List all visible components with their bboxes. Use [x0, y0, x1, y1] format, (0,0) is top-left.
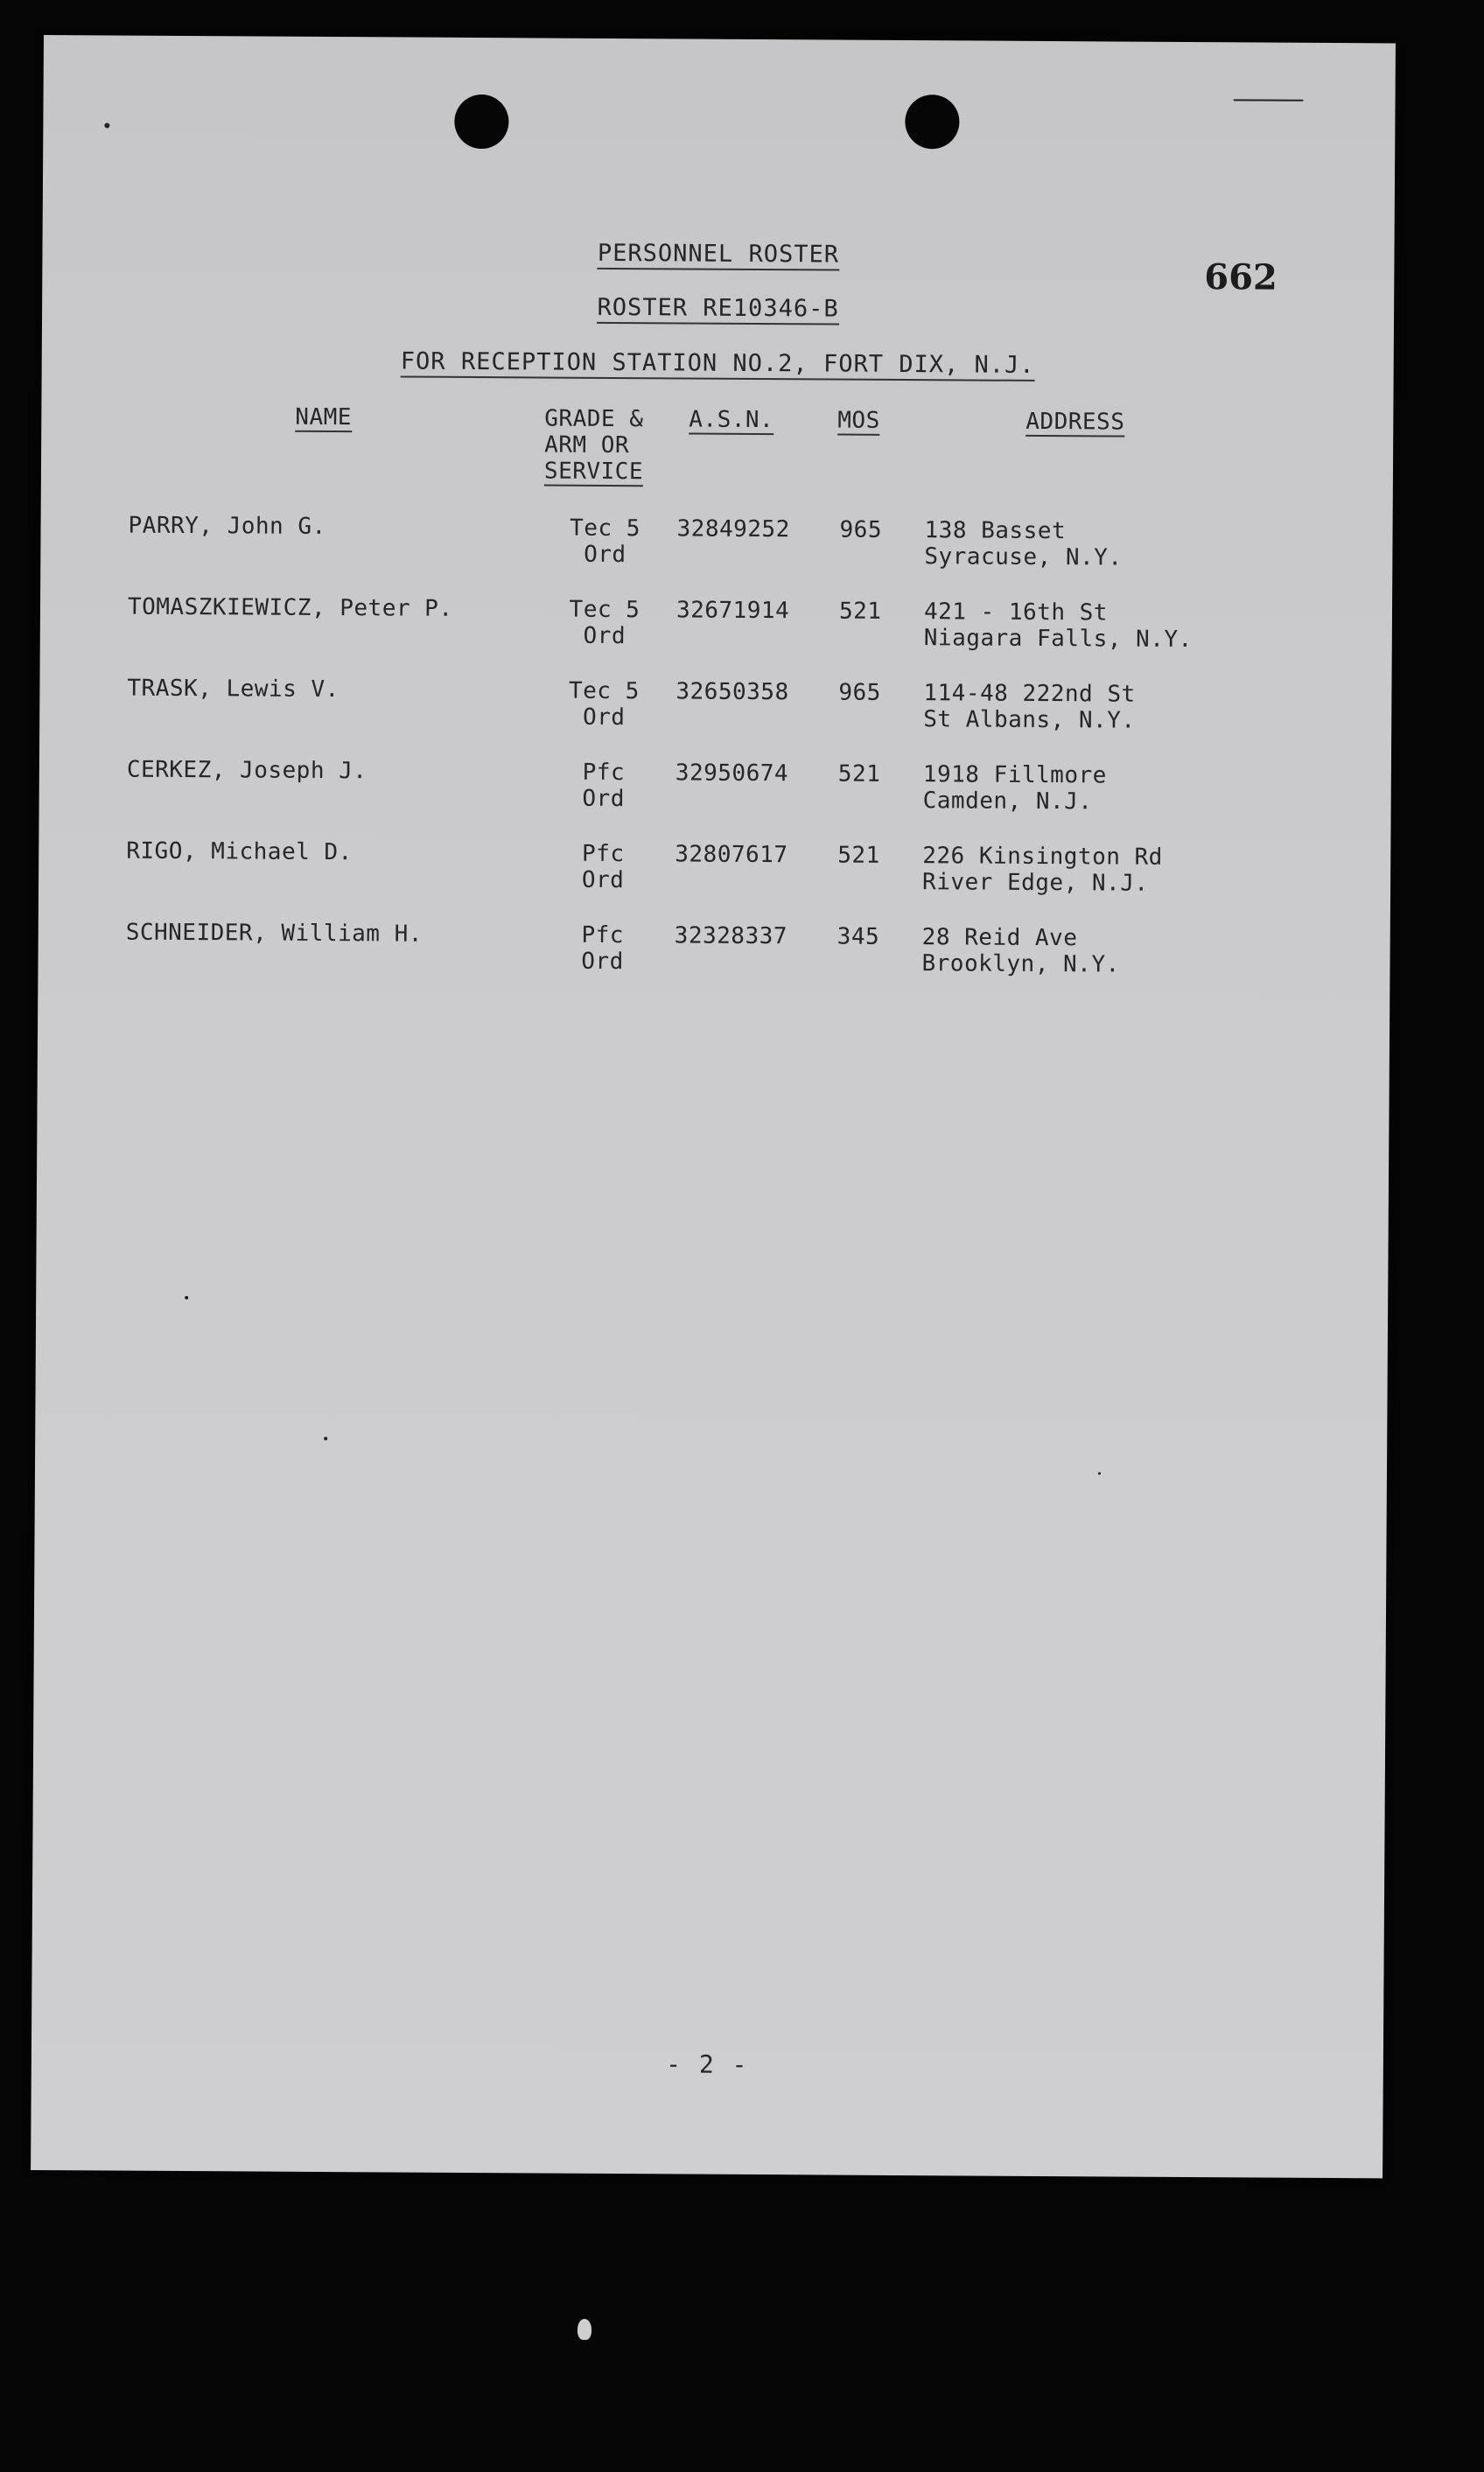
row-grade: Pfc Ord: [581, 921, 625, 976]
row-name: CERKEZ, Joseph J.: [126, 756, 368, 785]
row-name: TRASK, Lewis V.: [127, 675, 340, 704]
roster-row: [40, 593, 1392, 662]
row-mos: 345: [836, 923, 880, 950]
document-page: [31, 35, 1396, 2178]
row-name: RIGO, Michael D.: [126, 837, 353, 866]
punch-hole-left: [454, 95, 508, 149]
document-title: PERSONNEL ROSTER: [42, 236, 1394, 271]
punch-hole-right: [905, 95, 959, 149]
column-header-address: ADDRESS: [1026, 408, 1125, 436]
row-name: TOMASZKIEWICZ, Peter P.: [127, 593, 453, 622]
roster-row: [39, 675, 1391, 744]
ink-mark: [1234, 99, 1304, 101]
page-number: - 2 -: [666, 2049, 749, 2079]
column-header-name: NAME: [295, 403, 353, 431]
column-header-grade: GRADE & ARM OR SERVICE: [543, 405, 644, 486]
row-asn: 32807617: [675, 841, 788, 869]
folio-number: 662: [1204, 256, 1278, 298]
ink-speck: [324, 1437, 327, 1440]
row-address: 226 Kinsington Rd River Edge, N.J.: [922, 843, 1163, 897]
row-address: 28 Reid Ave Brooklyn, N.Y.: [921, 924, 1120, 978]
column-header-asn: A.S.N.: [689, 406, 774, 434]
row-mos: 521: [837, 842, 880, 869]
ink-speck: [185, 1296, 188, 1299]
row-mos: 965: [839, 516, 883, 543]
row-address: 421 - 16th St Niagara Falls, N.Y.: [923, 599, 1193, 654]
roster-row: [40, 512, 1392, 581]
roster-id: ROSTER RE10346-B: [42, 291, 1394, 326]
ink-speck: [1098, 1472, 1101, 1474]
row-grade: Tec 5 Ord: [570, 515, 641, 569]
ink-speck: [104, 123, 109, 128]
row-mos: 965: [838, 679, 881, 706]
roster-row: [38, 919, 1390, 988]
row-address: 1918 Fillmore Camden, N.J.: [922, 761, 1107, 816]
row-asn: 32671914: [676, 597, 790, 625]
debris-mark: [578, 2319, 592, 2340]
row-grade: Tec 5 Ord: [568, 677, 640, 732]
column-header-mos: MOS: [837, 407, 880, 434]
row-address: 114-48 222nd St St Albans, N.Y.: [923, 680, 1136, 734]
roster-row: [38, 837, 1390, 907]
row-name: SCHNEIDER, William H.: [125, 919, 424, 948]
row-asn: 32849252: [676, 515, 790, 543]
row-asn: 32950674: [675, 760, 789, 788]
row-grade: Pfc Ord: [581, 840, 625, 894]
row-mos: 521: [837, 760, 881, 788]
row-asn: 32650358: [676, 678, 789, 706]
roster-row: [39, 756, 1391, 825]
row-asn: 32328337: [674, 922, 788, 950]
row-mos: 521: [838, 598, 882, 625]
row-grade: Tec 5 Ord: [569, 596, 640, 650]
row-name: PARRY, John G.: [128, 512, 326, 540]
station-heading: FOR RECEPTION STATION NO.2, FORT DIX, N.J.: [42, 346, 1394, 381]
row-address: 138 Basset Syracuse, N.Y.: [924, 517, 1123, 571]
row-grade: Pfc Ord: [582, 759, 626, 813]
